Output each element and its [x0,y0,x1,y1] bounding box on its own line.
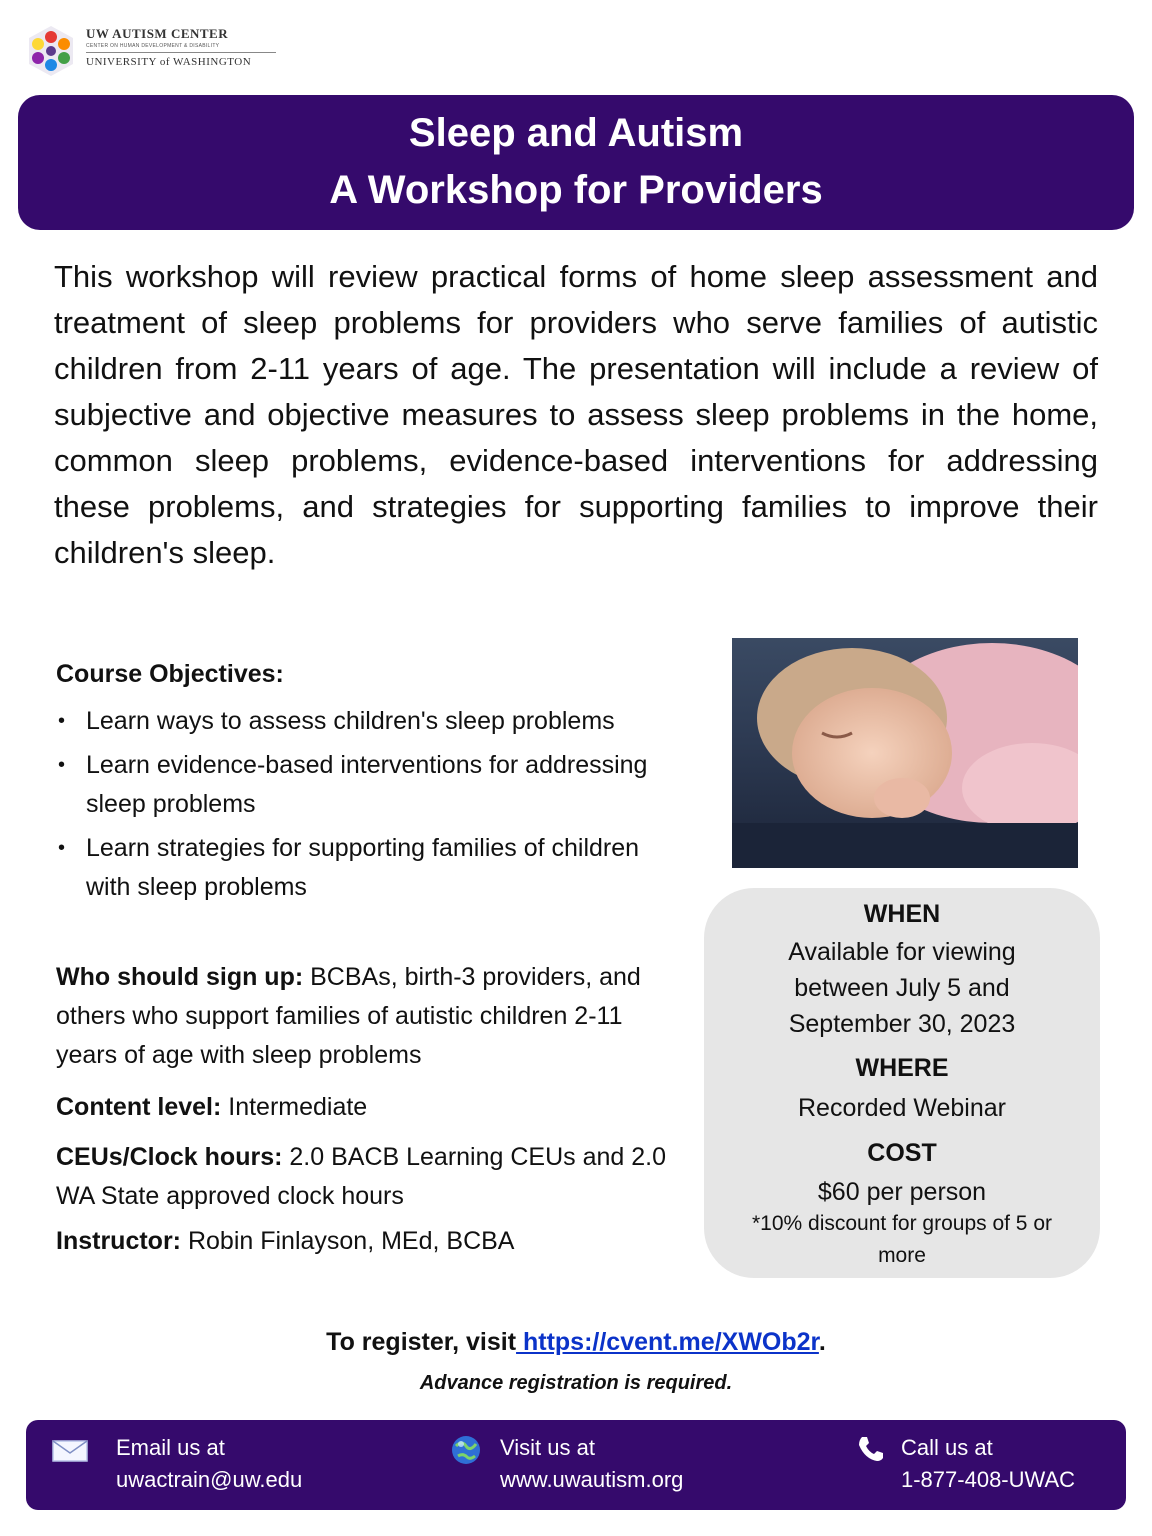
instructor [56,1222,676,1261]
website-block [500,1432,683,1496]
logo-divider [86,52,276,53]
level-value: Intermediate [228,1093,368,1121]
email-block [116,1432,302,1496]
phone-number[interactable]: 1-877-408-UWAC [901,1467,1076,1492]
register-link[interactable]: https://cvent.me/XWOb2r [516,1328,819,1356]
bullet-icon: • [58,710,66,732]
where-text: Recorded Webinar [798,1094,1006,1122]
when-text: Available for viewing between July 5 and September 30, 2023 [788,938,1016,1038]
objective-item [56,702,656,741]
page-title: Sleep and Autism [408,111,744,155]
ceus-clock-hours [56,1138,676,1216]
title-banner [18,95,1134,230]
who-should-sign-up [56,958,676,1075]
envelope-icon [52,1440,88,1462]
cost-text: $60 per person [817,1178,987,1206]
register-line [0,1328,1152,1357]
where-heading: WHERE [855,1054,949,1082]
website-label: Visit us at [500,1435,595,1460]
objective-item [56,829,656,907]
instructor-value: Robin Finlayson, MEd, BCBA [187,1227,515,1255]
hands-logo-icon [24,24,78,78]
objective-item [56,746,656,824]
intro-paragraph: This workshop will review practical forms of home sleep assessment and treatment of sleep problems for providers who serve families of autistic children from 2-11 years of age. The presentation will include a review of subjective and objective measures to assess sleep problems in the home, common sleep problems, evidence-based interventions for addressing these problems, and strategies for supporting families to improve their children's sleep. [54,259,1098,570]
objectives-list [56,702,656,912]
cost-discount-note: *10% discount for groups of 5 or more [751,1212,1052,1267]
who-value: BCBAs, birth-3 providers, and others who support families of autistic children 2-11 years of age with sleep problems [56,963,641,1069]
sleeping-child-photo [732,638,1078,868]
bullet-icon: • [58,837,66,859]
logo-subtitle: CENTER ON HUMAN DEVELOPMENT & DISABILITY [86,43,220,49]
objective-text: Learn strategies for supporting families of children with sleep problems [86,834,640,901]
advance-registration-note: Advance registration is required. [419,1372,733,1394]
ceus-label: CEUs/Clock hours: [56,1143,283,1171]
website-url[interactable]: www.uwautism.org [500,1467,684,1492]
uw-autism-center-logo [24,20,264,80]
objectives-heading: Course Objectives: [56,660,284,688]
when-heading: WHEN [863,900,941,928]
page-subtitle: A Workshop for Providers [329,168,823,212]
phone-icon [856,1434,886,1464]
cost-heading: COST [867,1139,937,1167]
phone-block [901,1432,1075,1496]
content-level [56,1088,676,1127]
level-label: Content level: [56,1093,222,1121]
register-prefix: To register, visit [326,1328,517,1356]
bullet-icon: • [58,754,66,776]
contact-footer [26,1420,1126,1510]
email-address[interactable]: uwactrain@uw.edu [116,1467,303,1492]
phone-label: Call us at [901,1435,993,1460]
objective-text: Learn evidence-based interventions for addressing sleep problems [86,751,648,818]
logo-center-name: UW AUTISM CENTER [86,26,229,41]
event-info-box [704,888,1100,1278]
register-suffix: . [818,1328,826,1356]
logo-university: UNIVERSITY of WASHINGTON [86,56,252,68]
ceus-value: 2.0 BACB Learning CEUs and 2.0 WA State approved clock hours [56,1143,667,1210]
who-label: Who should sign up: [56,963,304,991]
instructor-label: Instructor: [56,1227,181,1255]
globe-icon [450,1434,482,1466]
objective-text: Learn ways to assess children's sleep problems [86,707,615,735]
email-label: Email us at [116,1435,225,1460]
